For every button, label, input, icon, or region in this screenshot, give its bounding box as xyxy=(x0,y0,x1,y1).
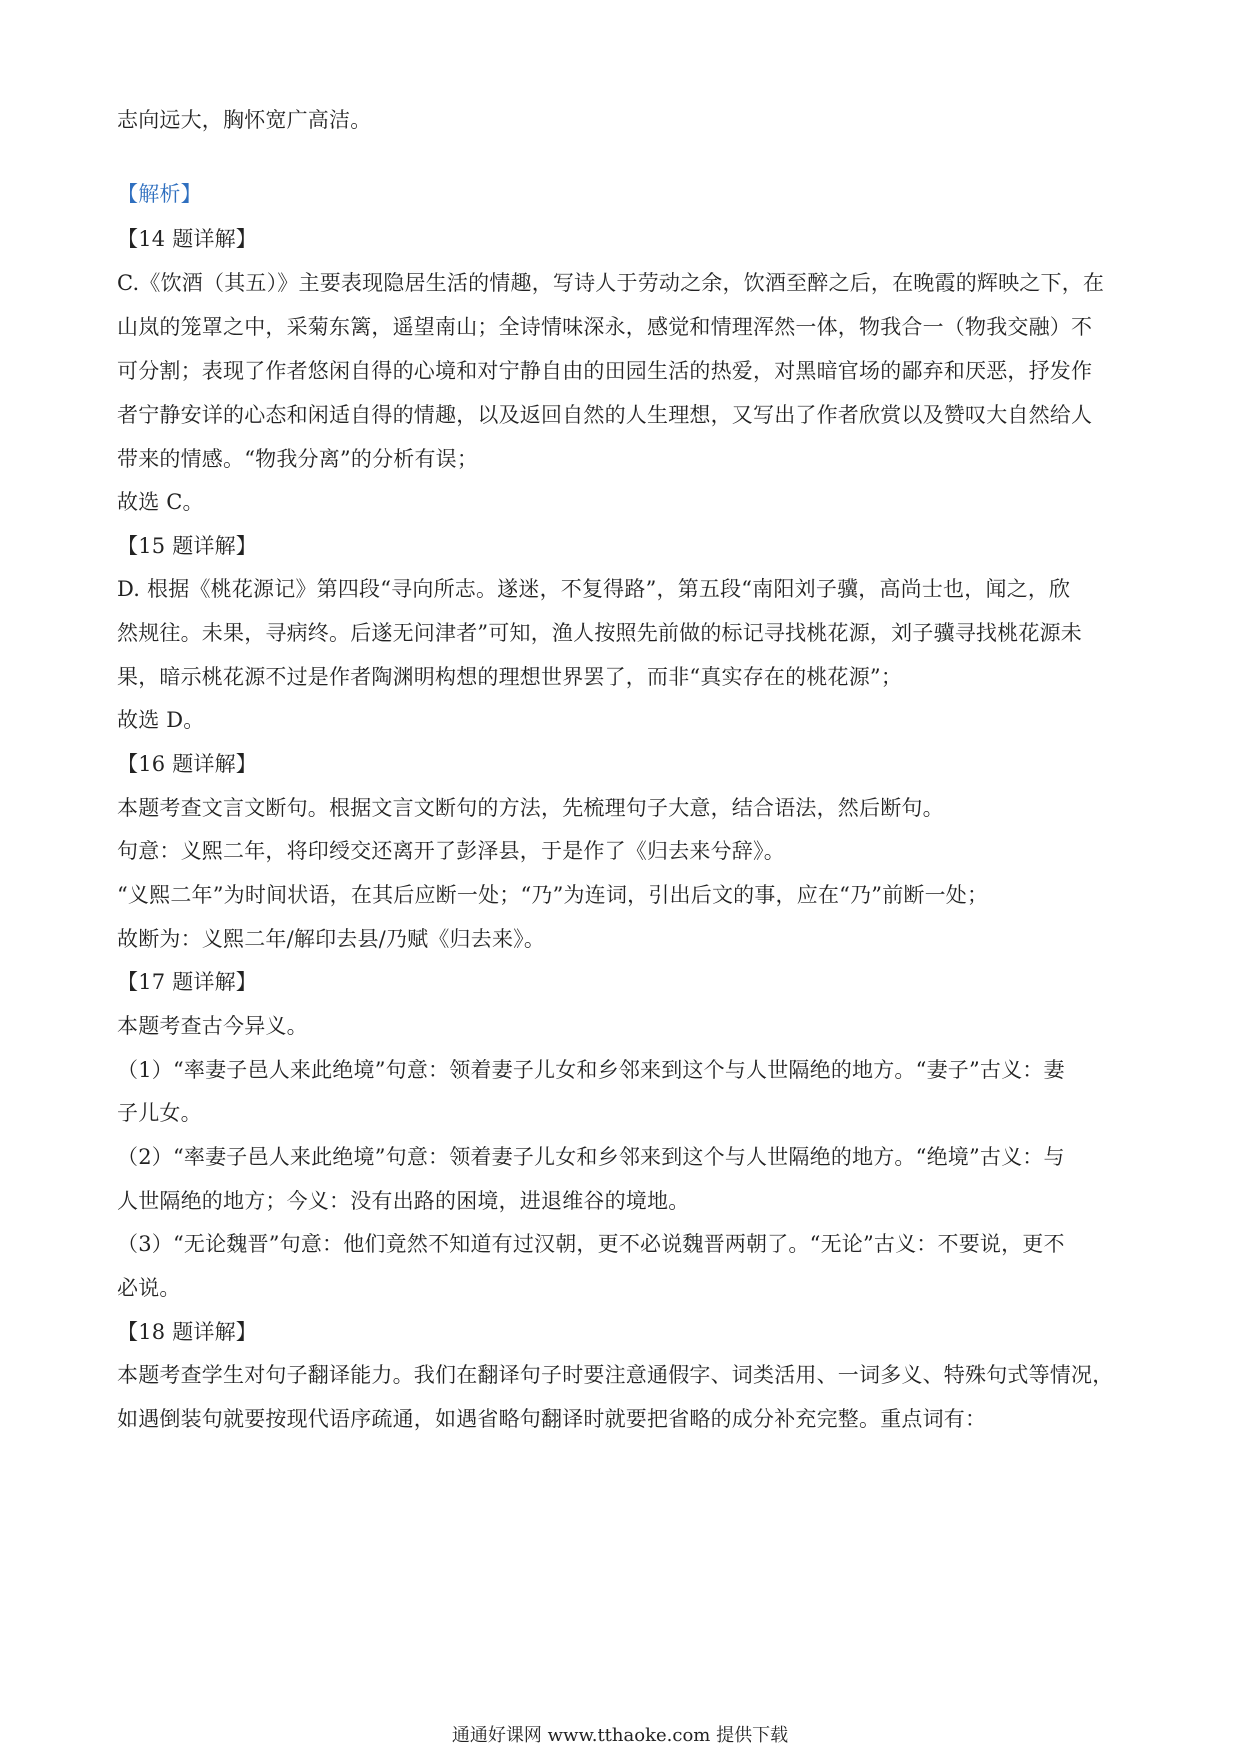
answer-line: 故断为：义熙二年/解印去县/乃赋《归去来》。 xyxy=(117,927,546,951)
question-18-heading: 【18 题详解】 xyxy=(117,1320,257,1344)
text-line: 本题考查文言文断句。根据文言文断句的方法，先梳理句子大意，结合语法，然后断句。 xyxy=(117,796,944,820)
text-line: D. 根据《桃花源记》第四段“寻向所志。遂迷，不复得路”，第五段“南阳刘子骥，高尚士也，闻之，欣 xyxy=(117,577,1071,601)
text-line: 子儿女。 xyxy=(117,1101,202,1125)
question-14-heading: 【14 题详解】 xyxy=(117,227,257,251)
answer-line: 故选 C。 xyxy=(117,490,204,514)
text-line: 可分割；表现了作者悠闲自得的心境和对宁静自由的田园生活的热爱，对黑暗官场的鄙弃和厌恶，抒发作 xyxy=(117,359,1093,383)
text-line: “义熙二年”为时间状语，在其后应断一处；“乃”为连词，引出后文的事，应在“乃”前断一处； xyxy=(117,883,989,907)
text-line: 者宁静安详的心态和闲适自得的情趣，以及返回自然的人生理想，又写出了作者欣赏以及赞叹大自然给人 xyxy=(117,403,1093,427)
text-line: （3）“无论魏晋”句意：他们竟然不知道有过汉朝，更不必说魏晋两朝了。“无论”古义：不要说，更不 xyxy=(117,1232,1065,1256)
text-line: 如遇倒装句就要按现代语序疏通，如遇省略句翻译时就要把省略的成分补充完整。重点词有： xyxy=(117,1407,987,1431)
text-line: （1）“率妻子邑人来此绝境”句意：领着妻子儿女和乡邻来到这个与人世隔绝的地方。“妻子”古义：妻 xyxy=(117,1058,1065,1082)
text-line: 志向远大，胸怀宽广高洁。 xyxy=(117,108,372,132)
answer-line: 故选 D。 xyxy=(117,708,205,732)
question-16-heading: 【16 题详解】 xyxy=(117,752,257,776)
text-line: 必说。 xyxy=(117,1276,181,1300)
text-line: 本题考查学生对句子翻译能力。我们在翻译句子时要注意通假字、词类活用、一词多义、特殊句式等情况， xyxy=(117,1363,1114,1387)
text-line: （2）“率妻子邑人来此绝境”句意：领着妻子儿女和乡邻来到这个与人世隔绝的地方。“绝境”古义：与 xyxy=(117,1145,1065,1169)
text-line: 本题考查古今异义。 xyxy=(117,1014,308,1038)
text-line: 果，暗示桃花源不过是作者陶渊明构想的理想世界罢了，而非“真实存在的桃花源”； xyxy=(117,665,903,689)
text-line: 带来的情感。“物我分离”的分析有误； xyxy=(117,447,479,471)
page-footer: 通通好课网 www.tthaoke.com 提供下载 xyxy=(451,1725,789,1746)
analysis-heading: 【解析】 xyxy=(117,182,202,206)
text-line: 山岚的笼罩之中，采菊东篱，遥望南山；全诗情味深永，感觉和情理浑然一体，物我合一（物我交融）不 xyxy=(117,315,1093,339)
question-17-heading: 【17 题详解】 xyxy=(117,970,257,994)
text-line: 人世隔绝的地方；今义：没有出路的困境，进退维谷的境地。 xyxy=(117,1189,690,1213)
question-15-heading: 【15 题详解】 xyxy=(117,534,257,558)
text-line: C.《饮酒（其五）》主要表现隐居生活的情趣，写诗人于劳动之余，饮酒至醉之后，在晚霞的辉映之下，在 xyxy=(117,271,1105,295)
text-line: 然规往。未果，寻病终。后遂无问津者”可知，渔人按照先前做的标记寻找桃花源，刘子骥寻找桃花源未 xyxy=(117,621,1082,645)
text-line: 句意：义熙二年，将印绶交还离开了彭泽县，于是作了《归去来兮辞》。 xyxy=(117,839,785,863)
